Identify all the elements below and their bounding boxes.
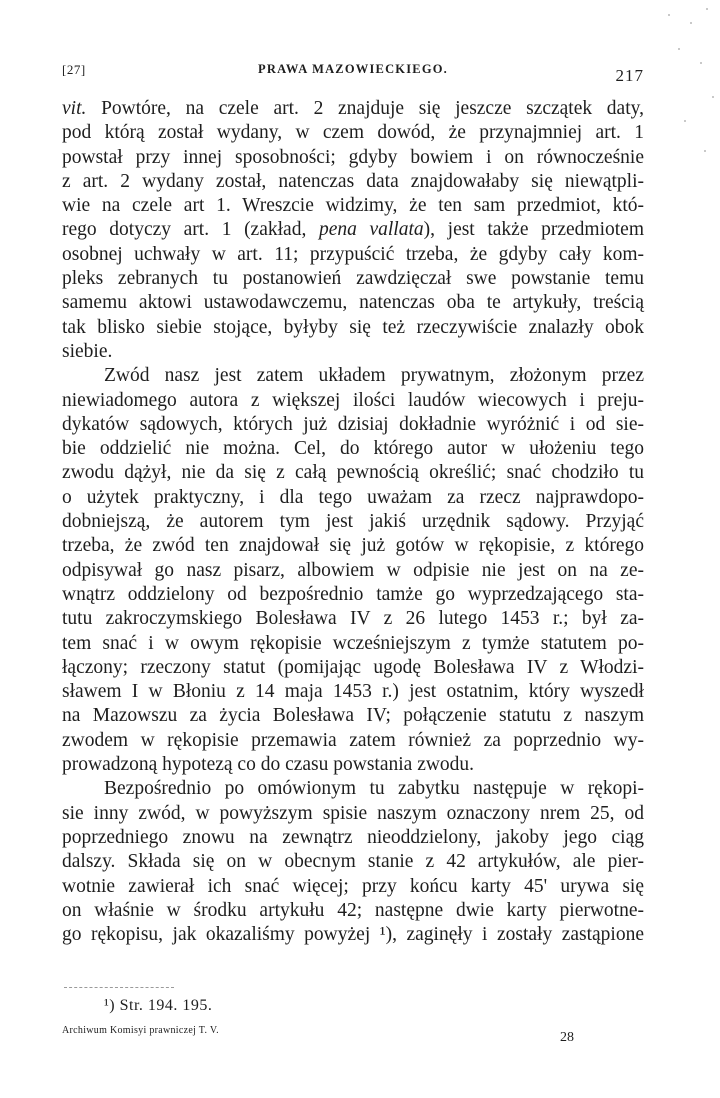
italic-term: vit. (62, 98, 87, 119)
text-line: prowadzoną hypotezą co do czasu powstania zwodu. (62, 754, 475, 776)
text-line: bie oddzielić nie można. Cel, do którego autor w ułożeniu tego (62, 438, 644, 460)
text-line: zwodem w rękopisie przemawia zatem również za poprzednio wy- (62, 729, 644, 751)
text-line: trzeba, że zwód ten znajdował się już gotów w rękopisie, z którego (62, 535, 644, 557)
text-line: łączony; rzeczony statut (pomijając ugodę Bolesława IV z Włodzi- (62, 656, 644, 678)
text-line: o użytek praktyczny, i dla tego uważam za rzecz najprawdopo- (62, 486, 644, 508)
text-line: z art. 2 wydany został, natenczas data znajdowałaby się niewątpli- (62, 170, 644, 192)
footnote-divider (64, 987, 174, 988)
text-line: siebie. (62, 340, 113, 362)
text-line: wnątrz oddzielony od bezpośrednio tamże go wyprzedzającego sta- (62, 583, 644, 605)
text-line: Bezpośrednio po omówionym tu zabytku następuje w rękopi- (104, 778, 644, 800)
text-line: na Mazowszu za życia Bolesława IV; połączenie statutu z naszym (62, 705, 644, 727)
text-line: odpisywał go nasz pisarz, albowiem w odpisie nie jest on na ze- (62, 559, 644, 581)
text-line: dalszy. Składa się on w obecnym stanie z 42 artykułów, ale pier- (62, 851, 644, 873)
text-line: vit. Powtóre, na czele art. 2 znajduje się jeszcze szczątek daty, (62, 98, 644, 119)
text-line: wotnie zawierał ich snać więcej; przy końcu karty 45' urywa się (62, 875, 644, 897)
text-line: zwodu dążył, nie da się z całą pewnością określić; snać chodziło tu (62, 462, 644, 484)
page-number: 217 (615, 66, 644, 85)
text-line: go rękopisu, jak okazaliśmy powyżej ¹), zaginęły i zostały zastąpione (62, 924, 644, 946)
signature-mark: 28 (560, 1030, 574, 1045)
italic-term: pena vallata (318, 219, 424, 241)
text-line: on właśnie w środku artykułu 42; następne dwie karty pierwotne- (62, 899, 644, 921)
section-marker: [27] (62, 62, 86, 77)
text-line: wie na czele art 1. Wreszcie widzimy, że ten sam przedmiot, któ- (62, 195, 644, 217)
text-line: sie inny zwód, w powyższym spisie naszym oznaczony nrem 25, od (62, 802, 644, 824)
text-line: powstał przy innej sposobności; gdyby bowiem i on równocześnie (62, 146, 644, 168)
text-line: samemu aktowi ustawodawczemu, natenczas oba te artykuły, treścią (62, 292, 644, 314)
scan-specks (660, 0, 720, 180)
text-line: tutu zakroczymskiego Bolesława IV z 26 lutego 1453 r.; był za- (62, 608, 644, 630)
imprint-line: Archiwum Komisyi prawniczej T. V. (62, 1025, 219, 1036)
text-line: Zwód nasz jest zatem układem prywatnym, złożonym przez (104, 365, 644, 387)
text-line: niewiadomego autora z większej ilości laudów wiecowych i preju- (62, 389, 644, 411)
text-line: dobniejszą, że autorem tym jest jakiś urzędnik sądowy. Przyjąć (62, 511, 644, 533)
text-line: sławem I w Błoniu z 14 maja 1453 r.) jest ostatnim, który wyszedł (62, 681, 644, 703)
text-line: pod którą został wydany, w czem dowód, że przynajmniej art. 1 (62, 122, 644, 144)
text-line: rego dotyczy art. 1 (zakład, pena vallata), jest także przedmiotem (62, 219, 644, 241)
text-line: dykatów sądowych, których już dzisiaj dokładnie wyróżnić i od sie- (62, 413, 644, 435)
text-line: osobnej uchwały w art. 11; przypuścić trzeba, że gdyby cały kom- (62, 243, 644, 265)
text-line: poprzedniego znowu na zewnątrz nieoddzielony, jakoby jego ciąg (62, 826, 644, 848)
body-text (62, 97, 644, 947)
running-head (62, 58, 644, 85)
text-line: pleks zebranych tu postanowień zawdzięczał swe powstanie temu (62, 268, 644, 290)
text-line: tak blisko siebie stojące, byłyby się też rzeczywiście znalazły obok (62, 316, 644, 338)
text-line: tem snać i w owym rękopisie wcześniejszym z tymże statutem po- (62, 632, 644, 654)
page-title: PRAWA MAZOWIECKIEGO. (258, 62, 448, 76)
footnote: ¹) Str. 194. 195. (104, 997, 213, 1014)
